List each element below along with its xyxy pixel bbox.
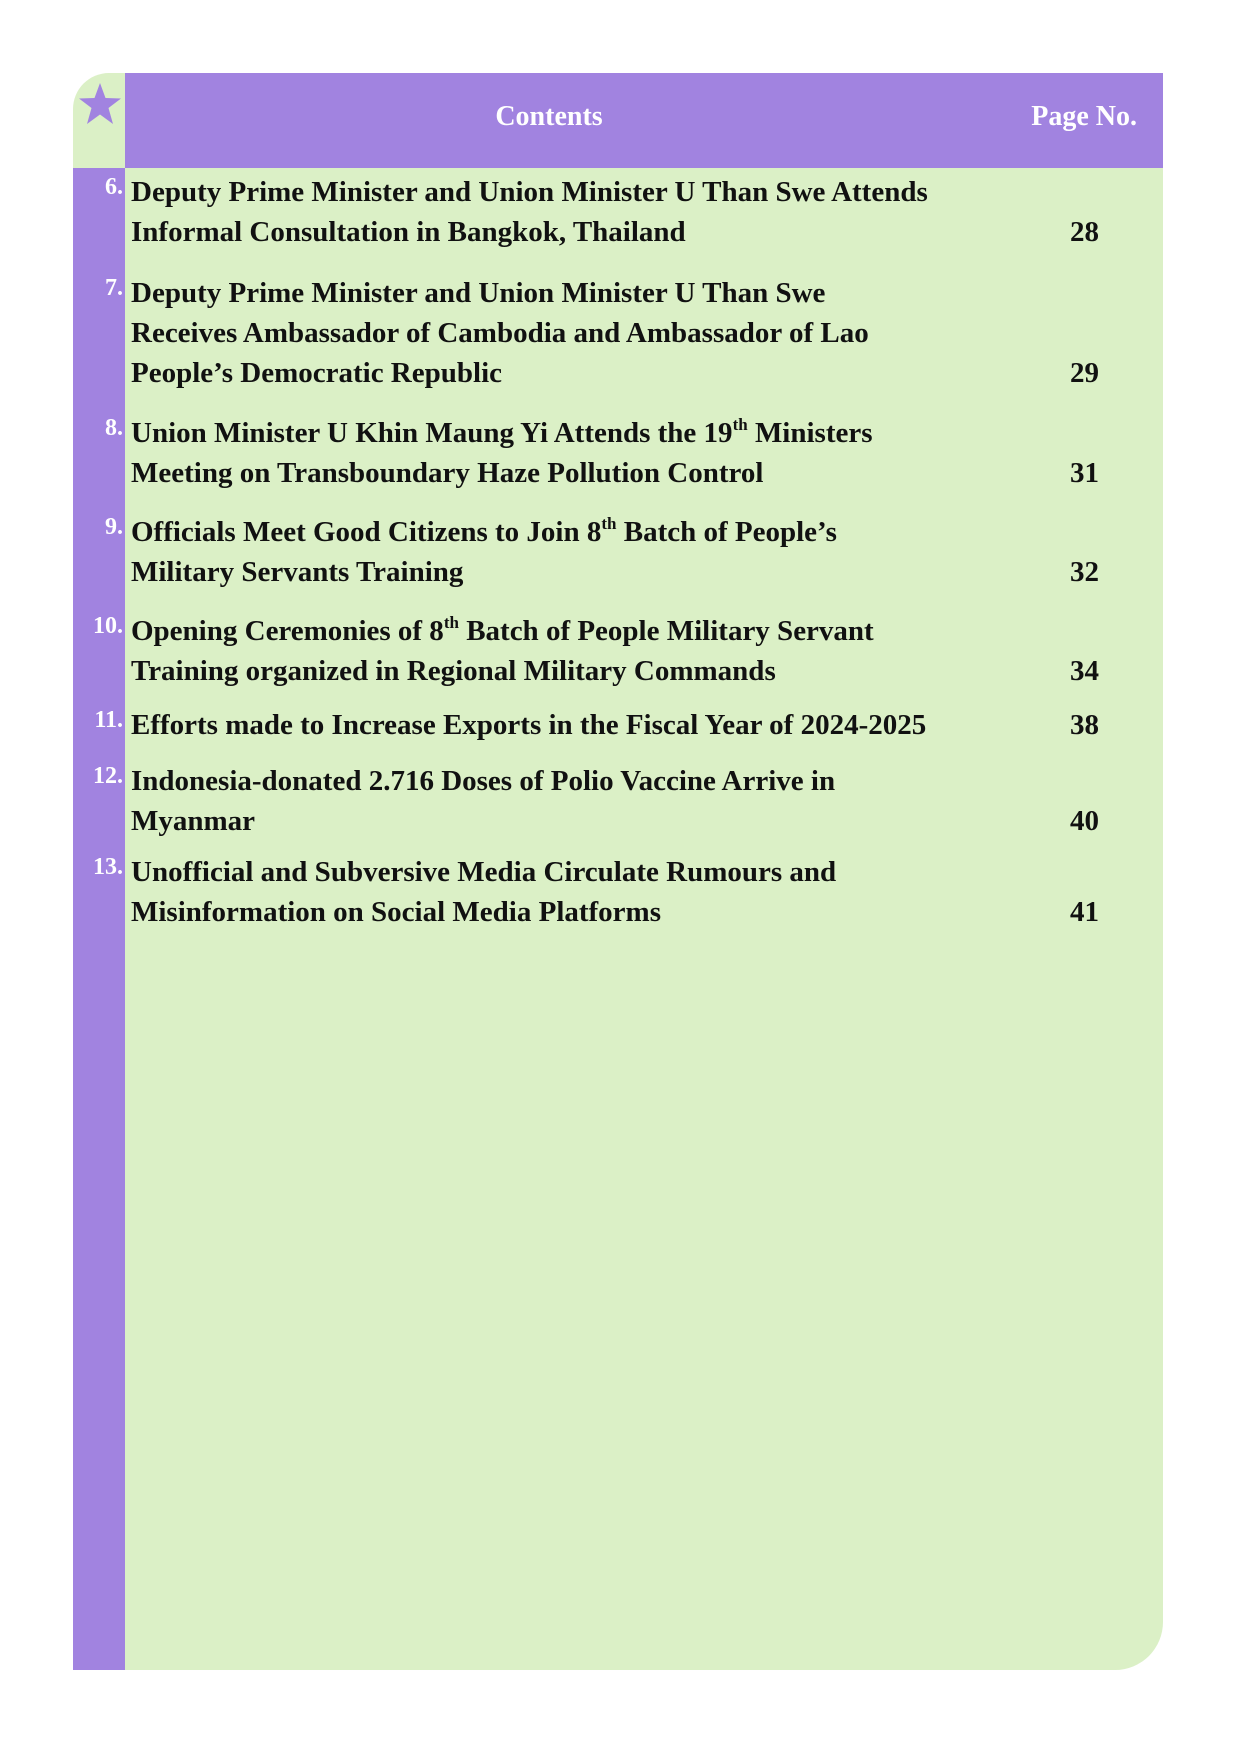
toc-entry[interactable] bbox=[73, 273, 1163, 393]
entry-title[interactable]: Opening Ceremonies of 8th Batch of People Military Servant Training organized in Regional Military Commands bbox=[131, 613, 874, 687]
entry-title[interactable]: Deputy Prime Minister and Union Minister U Than Swe Receives Ambassador of Cambodia and Ambassador of Lao People’s Democratic Republic bbox=[131, 277, 869, 389]
entry-title[interactable]: Union Minister U Khin Maung Yi Attends the 19th Ministers Meeting on Transboundary Haze Pollution Control bbox=[131, 415, 873, 489]
entry-number: 8. bbox=[105, 415, 123, 441]
entry-number: 12. bbox=[93, 763, 123, 789]
entry-page: 38 bbox=[1070, 709, 1099, 741]
page-number-heading: Page No. bbox=[1031, 101, 1137, 132]
star-icon bbox=[77, 81, 123, 127]
entry-title[interactable]: Deputy Prime Minister and Union Minister U Than Swe Attends Informal Consultation in Bangkok, Thailand bbox=[131, 176, 928, 248]
entry-number: 11. bbox=[94, 707, 123, 733]
toc-entry[interactable] bbox=[73, 852, 1163, 932]
entry-page: 29 bbox=[1070, 357, 1099, 389]
entry-title[interactable]: Officials Meet Good Citizens to Join 8th Batch of People’s Military Servants Training bbox=[131, 514, 837, 588]
toc-entry[interactable] bbox=[73, 413, 1163, 493]
toc-entry[interactable] bbox=[73, 611, 1163, 691]
toc-entry[interactable] bbox=[73, 512, 1163, 592]
entry-title[interactable]: Efforts made to Increase Exports in the Fiscal Year of 2024-2025 bbox=[131, 709, 927, 741]
entry-page: 34 bbox=[1070, 655, 1099, 687]
entry-number: 9. bbox=[105, 514, 123, 540]
entry-page: 40 bbox=[1070, 805, 1099, 837]
toc-entry[interactable] bbox=[73, 172, 1163, 252]
entry-page: 41 bbox=[1070, 896, 1099, 928]
entry-number: 7. bbox=[105, 275, 123, 301]
entry-page: 28 bbox=[1070, 216, 1099, 248]
contents-panel bbox=[73, 73, 1163, 1670]
entry-page: 32 bbox=[1070, 556, 1099, 588]
entry-number: 13. bbox=[93, 854, 123, 880]
entry-number: 6. bbox=[105, 174, 123, 200]
entry-title[interactable]: Unofficial and Subversive Media Circulate Rumours and Misinformation on Social Media Platforms bbox=[131, 856, 837, 928]
entry-title[interactable]: Indonesia-donated 2.716 Doses of Polio Vaccine Arrive in Myanmar bbox=[131, 765, 836, 837]
entry-page: 31 bbox=[1070, 457, 1099, 489]
toc-entry[interactable] bbox=[73, 761, 1163, 841]
toc-entry[interactable] bbox=[73, 705, 1163, 745]
entry-number: 10. bbox=[93, 613, 123, 639]
contents-heading: Contents bbox=[495, 101, 603, 132]
